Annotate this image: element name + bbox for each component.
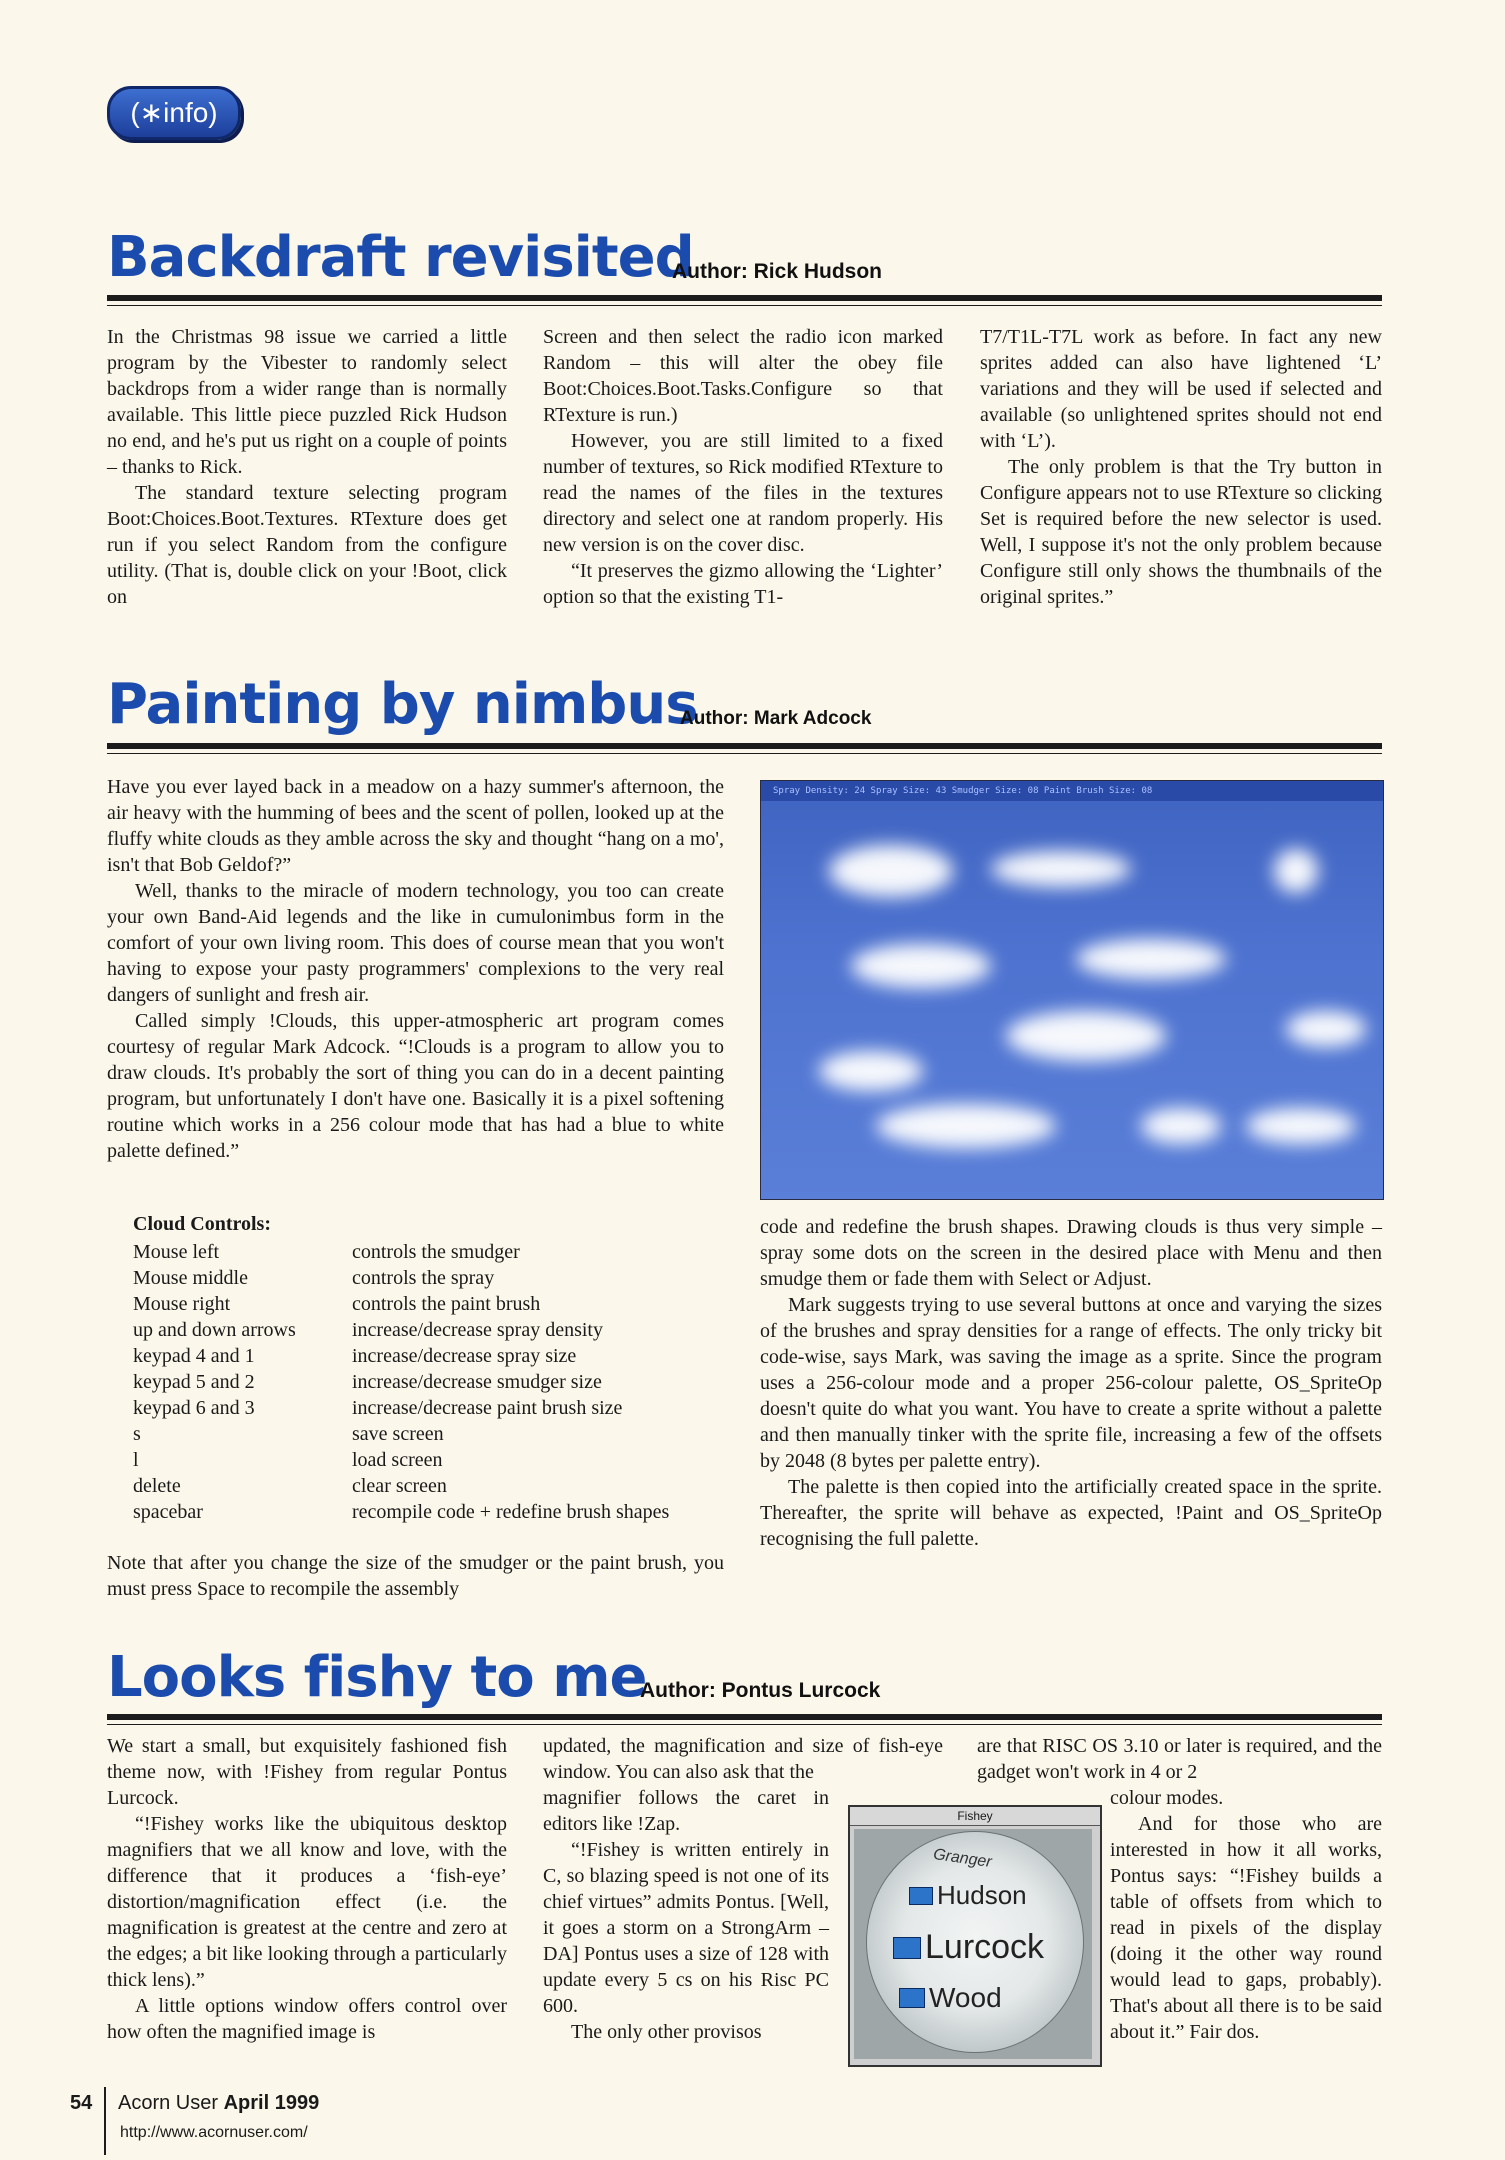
folder-icon — [893, 1937, 921, 1959]
article1-column-3 — [980, 324, 1382, 610]
cloud — [991, 851, 1131, 887]
fishey-window — [848, 1805, 1102, 2067]
cloud — [1141, 1108, 1221, 1144]
fishey-desktop — [854, 1829, 1092, 2059]
control-action: increase/decrease smudger size — [352, 1371, 602, 1393]
headline-backdraft: Backdraft revisited — [107, 225, 694, 290]
clouds-screenshot — [760, 780, 1384, 1200]
fishey-title-bar: Fishey — [850, 1807, 1100, 1826]
cloud-controls — [133, 1213, 733, 1533]
folder-icon — [899, 1988, 925, 2008]
control-key: keypad 5 and 2 — [133, 1371, 255, 1393]
article3-column-3-top — [977, 1733, 1382, 1785]
control-key: Mouse middle — [133, 1267, 248, 1289]
issue-date: April 1999 — [223, 2092, 320, 2114]
control-key: keypad 6 and 3 — [133, 1397, 255, 1419]
control-action: controls the spray — [352, 1267, 495, 1289]
paragraph: A little options window offers control over how often the magnified image is — [107, 1995, 507, 2043]
control-action: increase/decrease spray size — [352, 1345, 577, 1367]
fishey-name: Lurcock — [925, 1928, 1045, 1966]
headline-rule — [107, 295, 1382, 301]
article3-column-1 — [107, 1733, 507, 2045]
control-key: Mouse left — [133, 1241, 220, 1263]
paragraph: However, you are still limited to a fixed number of textures, so Rick modified RTexture to read the names of the files in the textures directory and select one at random properly. His new version is on the cover disc. — [543, 430, 943, 556]
control-action: increase/decrease paint brush size — [352, 1397, 623, 1419]
control-key: spacebar — [133, 1501, 203, 1523]
control-action: recompile code + redefine brush shapes — [352, 1501, 670, 1523]
control-action: controls the smudger — [352, 1241, 520, 1263]
control-key: s — [133, 1423, 141, 1445]
footer-divider — [104, 2087, 106, 2155]
paragraph: The only problem is that the Try button in Configure appears not to use RTexture so clicking Set is required before the new selector is used. Well, I suppose it's not the only problem because Configure still only shows the thumbnails of the original sprites.” — [980, 456, 1382, 608]
fishey-row — [909, 1880, 1027, 1911]
footer-url[interactable]: http://www.acornuser.com/ — [120, 2124, 308, 2141]
paragraph: T7/T1L-T7L work as before. In fact any new sprites added can also have lightened ‘L’ variations and they will be used if selected and available (so unlightened sprites should not end with ‘L’). — [980, 326, 1382, 452]
headline-rule — [107, 743, 1382, 749]
paragraph: Well, thanks to the miracle of modern technology, you too can create your own Band-Aid legends and the like in cumulonimbus form in the comfort of your own living room. This does of course mean that you won't having to expose your pasty programmers' complexions to the very real dangers of sunlight and fresh air. — [107, 880, 724, 1006]
screenshot-status-bar: Spray Density: 24 Spray Size: 43 Smudger Size: 08 Paint Brush Size: 08 — [761, 781, 1384, 801]
control-action: increase/decrease spray density — [352, 1319, 603, 1341]
fishey-row — [893, 1928, 1044, 1967]
paragraph: are that RISC OS 3.10 or later is required, and the gadget won't work in 4 or 2 — [977, 1735, 1382, 1783]
control-action: controls the paint brush — [352, 1293, 541, 1315]
cloud — [851, 944, 991, 988]
paragraph: The standard texture selecting program Boot:Choices.Boot.Textures. RTexture does get run if you select Random from the configure utility. (That is, double click on your !Boot, click on — [107, 482, 507, 608]
magazine-name: Acorn User — [118, 2092, 219, 2114]
author-backdraft: Author: Rick Hudson — [672, 260, 882, 283]
paragraph: The palette is then copied into the artificially created space in the sprite. Thereafter, the sprite will behave as expected, !Paint and OS_SpriteOp recognising the full palette. — [760, 1476, 1382, 1550]
cloud — [1286, 1011, 1366, 1047]
cloud — [1274, 849, 1318, 893]
paragraph: The only other provisos — [571, 2021, 762, 2043]
footer-magazine — [118, 2092, 319, 2115]
paragraph: colour modes. — [1110, 1787, 1224, 1809]
control-key: Mouse right — [133, 1293, 231, 1315]
article1-column-2 — [543, 324, 943, 610]
author-painting: Author: Mark Adcock — [680, 708, 872, 729]
fisheye-lens — [866, 1831, 1084, 2053]
cloud — [819, 1051, 923, 1091]
control-key: up and down arrows — [133, 1319, 296, 1341]
cloud — [876, 1104, 1056, 1148]
fishey-name: Wood — [929, 1982, 1002, 2013]
control-action: clear screen — [352, 1475, 447, 1497]
info-badge: (∗info) — [107, 86, 241, 140]
control-action: load screen — [352, 1449, 443, 1471]
paragraph: Have you ever layed back in a meadow on a hazy summer's afternoon, the air heavy with the humming of bees and the scent of pollen, looked up at the fluffy white clouds as they amble across the sky and thought “hang on a mo', isn't that Bob Geldof?” — [107, 776, 724, 876]
article3-column-3-narrow — [1110, 1785, 1382, 2045]
headline-rule-thin — [107, 1724, 1382, 1725]
article1-column-1 — [107, 324, 507, 610]
cloud — [1246, 1108, 1356, 1144]
folder-icon — [909, 1887, 933, 1905]
headline-rule-thin — [107, 753, 1382, 754]
paragraph: “!Fishey works like the ubiquitous desktop magnifiers that we all know and love, with the difference that it produces a ‘fish-eye’ distortion/magnification effect (i.e. the magnification is greatest at the centre and zero at the edges; a bit like looking through a particularly thick lens).” — [107, 1813, 507, 1991]
cloud — [1006, 1011, 1166, 1061]
paragraph: In the Christmas 98 issue we carried a little program by the Vibester to randomly select backdrops from a wider range than is normally available. This little piece puzzled Rick Hudson no end, and he's put us right on a couple of points – thanks to Rick. — [107, 326, 507, 478]
fishey-name: Granger — [932, 1846, 993, 1872]
control-key: keypad 4 and 1 — [133, 1345, 255, 1367]
headline-painting: Painting by nimbus — [107, 672, 698, 737]
control-key: delete — [133, 1475, 181, 1497]
paragraph: code and redefine the brush shapes. Drawing clouds is thus very simple – spray some dots on the screen in the desired place with Menu and then smudge them or fade them with Select or Adjust. — [760, 1216, 1382, 1290]
article2-intro — [107, 774, 724, 1164]
paragraph: “!Fishey is written entirely in C, so blazing speed is not one of its chief virtues” admits Pontus. [Well, it goes a storm on a StrongArm – DA] Pontus uses a size of 128 with update every 5 cs on his Risc PC 600. — [543, 1839, 829, 2017]
fishey-name: Hudson — [937, 1880, 1027, 1910]
page-number: 54 — [70, 2092, 93, 2114]
paragraph: Screen and then select the radio icon marked Random – this will alter the obey file Boot:Choices.Boot.Tasks.Configure so that RTexture is run.) — [543, 326, 943, 426]
control-action: save screen — [352, 1423, 444, 1445]
fishey-row — [899, 1982, 1002, 2014]
paragraph: Note that after you change the size of the smudger or the paint brush, you must press Space to recompile the assembly — [107, 1552, 724, 1600]
article2-note — [107, 1550, 724, 1602]
article3-column-2-narrow — [543, 1785, 829, 2045]
paragraph: Mark suggests trying to use several buttons at once and varying the sizes of the brushes and spray densities for a range of effects. The only tricky bit code-wise, says Mark, was saving the image as a sprite. Since the program uses a 256-colour mode and a proper 256-colour palette, OS_SpriteOp doesn't quite do what you want. You have to create a sprite without a palette and then manually tinker with the sprite file, increasing a few of the offsets by 2048 (8 bytes per palette entry). — [760, 1294, 1382, 1472]
article3-column-2-top — [543, 1733, 943, 1785]
paragraph: “It preserves the gizmo allowing the ‘Lighter’ option so that the existing T1- — [543, 560, 943, 608]
paragraph: updated, the magnification and size of fish-eye window. You can also ask that the — [543, 1735, 943, 1783]
paragraph: magnifier follows the caret in editors like !Zap. — [543, 1787, 829, 1835]
paragraph: And for those who are interested in how it all works, Pontus says: “!Fishey builds a table of offsets from which to read in pixels of the display (doing it the other way round would lead to gaps, probably). That's about all there is to be said about it.” Fair dos. — [1110, 1813, 1382, 2043]
article2-right-column — [760, 1214, 1382, 1552]
headline-rule-thin — [107, 305, 1382, 306]
headline-rule — [107, 1714, 1382, 1720]
author-fishy: Author: Pontus Lurcock — [640, 1679, 881, 1702]
control-key: l — [133, 1449, 139, 1471]
cloud-shapes — [761, 781, 1383, 1199]
cloud — [1076, 939, 1226, 979]
paragraph: We start a small, but exquisitely fashioned fish theme now, with !Fishey from regular Pontus Lurcock. — [107, 1735, 507, 1809]
cloud — [829, 845, 953, 897]
controls-title: Cloud Controls: — [133, 1213, 271, 1235]
headline-fishy: Looks fishy to me — [107, 1645, 647, 1710]
paragraph: Called simply !Clouds, this upper-atmospheric art program comes courtesy of regular Mark Adcock. “!Clouds is a program to allow you to draw clouds. It's probably the sort of thing you can do in a decent painting program, but unfortunately I don't have one. Basically it is a pixel softening routine which works in a 256 colour mode that has had a blue to white palette defined.” — [107, 1010, 724, 1162]
